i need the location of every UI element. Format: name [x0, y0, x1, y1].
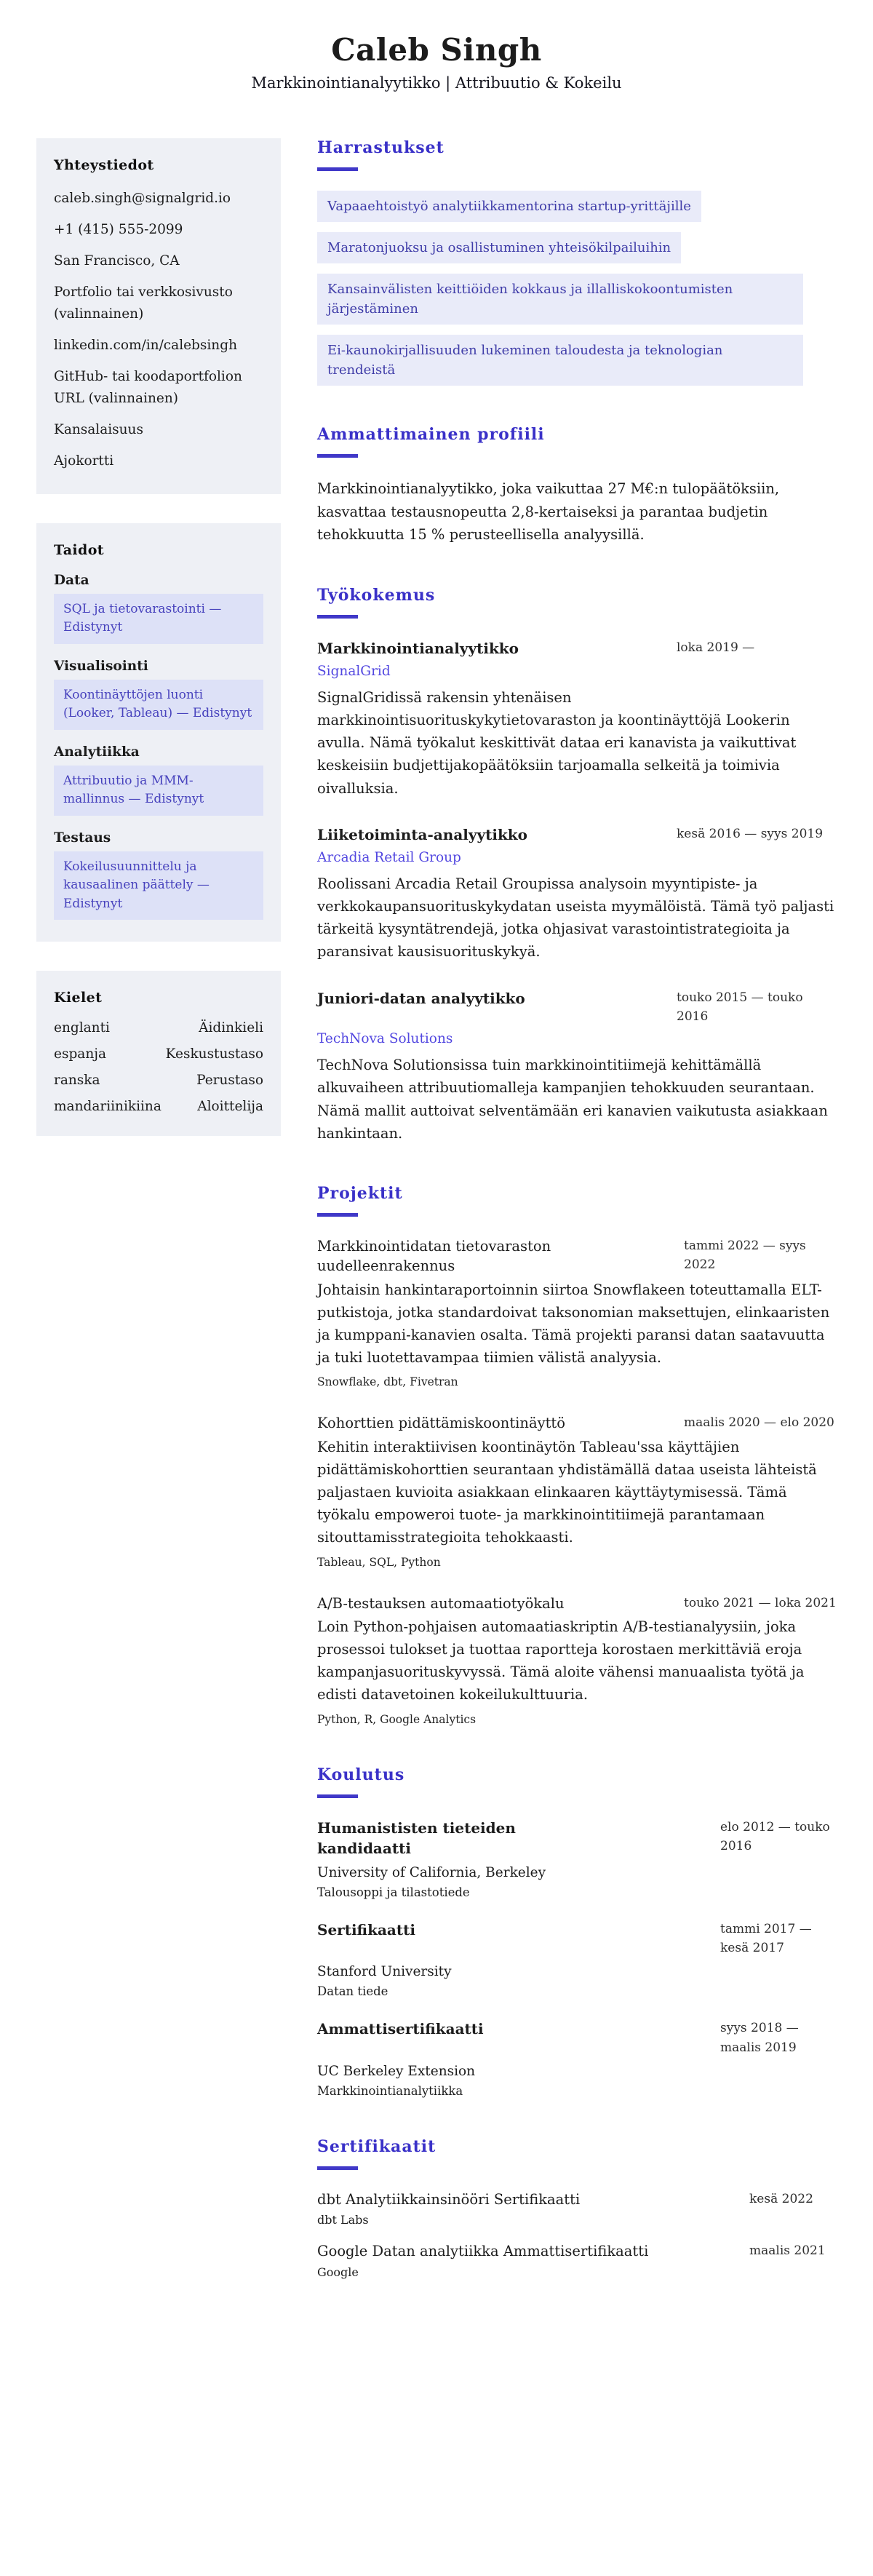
language-row	[54, 1073, 263, 1088]
school-name: Stanford University	[317, 1964, 452, 1980]
language-level: Perustaso	[196, 1073, 263, 1089]
project-title: Markkinointidatan tietovaraston uudelleenrakennus	[317, 1238, 551, 1275]
section-underline	[317, 167, 358, 171]
project-header	[317, 1594, 837, 1613]
education-entry	[317, 2019, 837, 2098]
certificate-name: dbt Analytiikkainsinööri Sertifikaatti	[317, 2191, 581, 2209]
skill-category: Analytiikka	[54, 744, 140, 760]
skills-title: Taidot	[54, 541, 104, 558]
skill-category: Testaus	[54, 830, 111, 846]
project-description: Loin Python-pohjaisen automaatiaskriptin A/B-testianalyysiin, joka prosessoi tulokset ja tuottaa raportteja korostaen merkittäviä eroja kampanjasuorituskyvyssä. Tämä aloite vähensi manuaalista työtä ja edisti datavetoinen kokeilukulttuuria.	[317, 1618, 805, 1704]
section-underline	[317, 615, 358, 619]
section-hobbies	[317, 138, 837, 386]
certificate-entry	[317, 2190, 837, 2227]
profile-text: Markkinointianalyytikko, joka vaikuttaa 27 M€:n tulopäätöksiin, kasvattaa testausnopeutta 2,8-kertaiseksi ja parantaa budjetin tehokkuutta 15 % perusteellisella analyysillä.	[317, 480, 780, 544]
field-of-study: Markkinointianalytiikka	[317, 2084, 463, 2099]
education-header	[317, 2019, 837, 2057]
school-name: University of California, Berkeley	[317, 1864, 546, 1880]
education-header	[317, 1920, 837, 1958]
skill-pill: Kokeilusuunnittelu ja kausaalinen päättely — Edistynyt	[54, 851, 263, 921]
contact-citizenship: Kansalaisuus	[54, 421, 143, 437]
contact-email: caleb.singh@signalgrid.io	[54, 191, 231, 207]
project-title: Kohorttien pidättämiskoontinäyttö	[317, 1415, 566, 1432]
project-header	[317, 1236, 837, 1276]
language-level: Äidinkieli	[199, 1020, 263, 1036]
project-date: tammi 2022 — syys 2022	[684, 1239, 806, 1273]
job-title: Liiketoiminta-analyytikko	[317, 825, 528, 843]
job-description: SignalGridissä rakensin yhtenäisen markkinointisuorituskykytietovaraston ja koontinäyttöjä Lookerin avulla. Nämä työkalut keskittivät dataa eri kanavista ja vaikuttivat keskeisiin budjettijakopäätöksiin tarjoamalla selkeitä ja toimivia oivalluksia.	[317, 688, 797, 797]
company-link[interactable]: SignalGrid	[317, 663, 391, 679]
school-name: UC Berkeley Extension	[317, 2064, 476, 2080]
certificate-date: maalis 2021	[749, 2243, 826, 2259]
project-header	[317, 1413, 837, 1433]
contact-title: Yhteystiedot	[54, 157, 154, 174]
language-level: Aloittelija	[197, 1099, 263, 1115]
job-date: touko 2015 — touko 2016	[677, 990, 803, 1024]
hobby-tag-row	[317, 274, 837, 325]
language-row	[54, 1099, 263, 1114]
job-header	[317, 988, 837, 1027]
skill-pill: Koontinäyttöjen luonti (Looker, Tableau) — Edistynyt	[54, 680, 263, 730]
certificate-issuer: Google	[317, 2265, 359, 2279]
field-of-study: Datan tiede	[317, 1984, 388, 1999]
section-underline	[317, 1794, 358, 1798]
job-header	[317, 638, 837, 659]
language-name: espanja	[54, 1046, 106, 1062]
job-title: Markkinointianalyytikko	[317, 639, 519, 657]
languages-title: Kielet	[54, 990, 103, 1006]
hobby-tag: Maratonjuoksu ja osallistuminen yhteisökilpailuihin	[317, 232, 681, 263]
project-entry	[317, 1413, 837, 1568]
hobby-tag: Ei-kaunokirjallisuuden lukeminen taloudesta ja teknologian trendeistä	[317, 335, 803, 386]
skill-category: Data	[54, 572, 89, 588]
degree-title: Humanististen tieteiden kandidaatti	[317, 1818, 516, 1857]
hobby-tag: Vapaaehtoistyö analytiikkamentorina startup-yrittäjille	[317, 191, 701, 222]
skill-pill: Attribuutio ja MMM-mallinnus — Edistynyt	[54, 766, 263, 816]
project-entry	[317, 1236, 837, 1388]
contact-github: GitHub- tai koodaportfolion URL (valinnainen)	[54, 369, 242, 406]
contact-card	[36, 138, 281, 494]
two-column-layout	[36, 138, 837, 2318]
language-name: mandariinikiina	[54, 1099, 162, 1115]
certificate-name: Google Datan analytiikka Ammattisertifikaatti	[317, 2243, 649, 2260]
certificate-header	[317, 2241, 837, 2261]
education-header	[317, 1818, 837, 1859]
section-underline	[317, 2166, 358, 2170]
projects-heading: Projektit	[317, 1184, 403, 1204]
page-title: Caleb Singh	[331, 32, 542, 68]
field-of-study: Talousoppi ja tilastotiede	[317, 1885, 470, 1899]
project-description: Johtaisin hankintaraportoinnin siirtoa Snowflakeen toteuttamalla ELT-putkistoja, jotka standardoivat taksonomian maksettujen, elinkaaristen ja kumppani-kanavien osalta. Tämä projekti paransi datan saatavuutta ja tuki luotettavampaa tiimien välistä analyysia.	[317, 1281, 830, 1367]
languages-card	[36, 971, 281, 1136]
experience-heading: Työkokemus	[317, 585, 436, 605]
sidebar	[36, 138, 281, 1165]
section-projects	[317, 1184, 837, 1726]
project-date: maalis 2020 — elo 2020	[684, 1415, 834, 1431]
job-description: TechNova Solutionsissa tuin markkinointitiimejä kehittämällä alkuvaiheen attribuutiomalleja kampanjien tehokkuuden seurantaan. Nämä mallit auttoivat selventämään eri kanavien vaikutusta asiakkaan hankintaan.	[317, 1057, 828, 1142]
skills-card	[36, 523, 281, 942]
main-column	[317, 138, 837, 2318]
project-date: touko 2021 — loka 2021	[684, 1595, 837, 1610]
page-subtitle: Markkinointianalyytikko | Attribuutio & Kokeilu	[251, 74, 622, 92]
profile-heading: Ammattimainen profiili	[317, 425, 545, 445]
job-entry	[317, 824, 837, 963]
language-name: englanti	[54, 1020, 110, 1036]
skill-category: Visualisointi	[54, 658, 148, 674]
hobby-tag: Kansainvälisten keittiöiden kokkaus ja illalliskokoontumisten järjestäminen	[317, 274, 803, 325]
language-row	[54, 1020, 263, 1035]
section-underline	[317, 454, 358, 458]
project-stack: Python, R, Google Analytics	[317, 1712, 477, 1726]
education-heading: Koulutus	[317, 1765, 405, 1784]
hobby-tag-row	[317, 191, 837, 222]
section-profile	[317, 425, 837, 546]
section-underline	[317, 1213, 358, 1217]
job-header	[317, 824, 837, 845]
contact-location: San Francisco, CA	[54, 253, 180, 269]
project-description: Kehitin interaktiivisen koontinäytön Tableau'ssa käyttäjien pidättämiskohorttien seurantaan yhdistämällä dataa useista lähteistä paljastaen kuvioita asiakkaan elinkaaren käyttäytymisessä. Tämä työkalu empoweroi tuote- ja markkinointitiimejä parantamaan sitouttamisstrategioita tehokkaasti.	[317, 1438, 817, 1546]
certificate-header	[317, 2190, 837, 2209]
contact-driving-license: Ajokortti	[54, 453, 114, 469]
job-date: kesä 2016 — syys 2019	[677, 826, 824, 841]
resume-header	[36, 33, 837, 92]
education-entry	[317, 1818, 837, 1899]
project-stack: Tableau, SQL, Python	[317, 1555, 441, 1569]
certificates-heading: Sertifikaatit	[317, 2137, 436, 2157]
skill-pill: SQL ja tietovarastointi — Edistynyt	[54, 594, 263, 644]
project-title: A/B-testauksen automaatiotyökalu	[317, 1594, 565, 1612]
certificate-entry	[317, 2241, 837, 2278]
hobbies-heading: Harrastukset	[317, 138, 445, 158]
contact-phone: +1 (415) 555-2099	[54, 222, 183, 238]
project-stack: Snowflake, dbt, Fivetran	[317, 1375, 458, 1389]
section-education	[317, 1765, 837, 2098]
hobby-tag-row	[317, 232, 837, 263]
company-link[interactable]: TechNova Solutions	[317, 1031, 453, 1047]
education-date: syys 2018 — maalis 2019	[720, 2021, 799, 2055]
company-link[interactable]: Arcadia Retail Group	[317, 849, 461, 865]
hobby-tag-row	[317, 335, 837, 386]
education-date: elo 2012 — touko 2016	[720, 1819, 830, 1854]
degree-title: Ammattisertifikaatti	[317, 2020, 484, 2038]
section-certificates	[317, 2137, 837, 2279]
job-entry	[317, 638, 837, 800]
language-name: ranska	[54, 1073, 100, 1089]
language-row	[54, 1046, 263, 1062]
job-title: Juniori-datan analyytikko	[317, 989, 525, 1007]
contact-linkedin: linkedin.com/in/calebsingh	[54, 338, 237, 354]
job-entry	[317, 988, 837, 1145]
project-entry	[317, 1594, 837, 1726]
education-entry	[317, 1920, 837, 1999]
contact-portfolio: Portfolio tai verkkosivusto (valinnainen)	[54, 285, 233, 322]
section-experience	[317, 586, 837, 1145]
job-date: loka 2019 —	[677, 640, 755, 655]
education-date: tammi 2017 — kesä 2017	[720, 1921, 812, 1956]
job-description: Roolissani Arcadia Retail Groupissa analysoin myyntipiste- ja verkkokaupansuorituskykydatan useista myymälöistä. Tämä työ paljasti tärkeitä kysyntätrendejä, jotka ohjasivat varastointistrategioita ja paransivat kausisuorituskykyä.	[317, 875, 834, 961]
language-level: Keskustustaso	[165, 1046, 263, 1062]
certificate-issuer: dbt Labs	[317, 2213, 369, 2227]
certificate-date: kesä 2022	[749, 2192, 813, 2207]
degree-title: Sertifikaatti	[317, 1920, 415, 1939]
